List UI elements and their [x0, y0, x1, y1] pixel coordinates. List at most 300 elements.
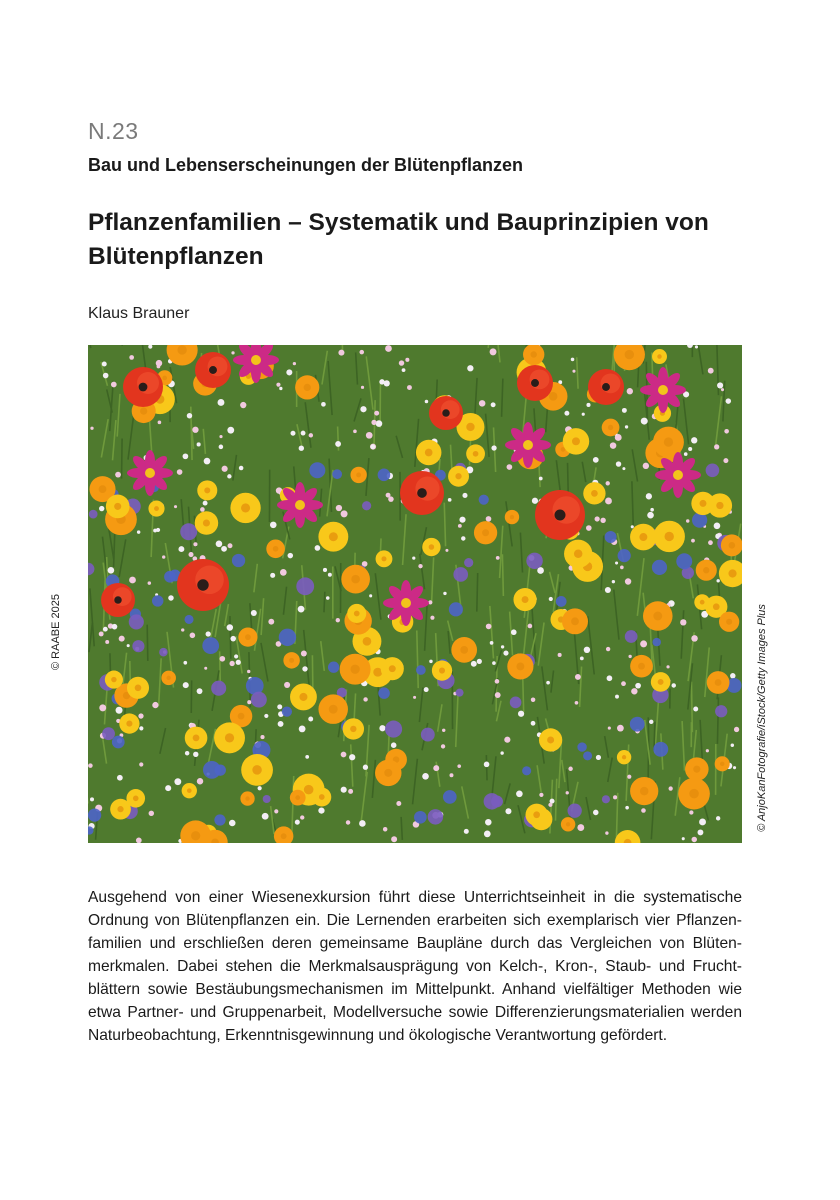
- small-blossom: [571, 358, 575, 362]
- small-blossom: [531, 721, 536, 726]
- small-blossom: [341, 752, 347, 758]
- small-blossom: [336, 618, 340, 622]
- cornflower: [577, 742, 586, 751]
- small-blossom: [580, 656, 584, 660]
- small-blossom: [221, 546, 227, 552]
- flower-center: [460, 646, 468, 654]
- small-blossom: [500, 751, 503, 754]
- grass-blade: [477, 573, 478, 612]
- flower-center: [203, 519, 210, 526]
- small-blossom: [286, 369, 292, 375]
- small-blossom: [692, 837, 697, 842]
- small-blossom: [484, 762, 490, 768]
- small-blossom: [666, 665, 669, 668]
- flower-center: [640, 787, 648, 795]
- flower-center: [295, 795, 300, 800]
- purple-flower: [211, 681, 226, 696]
- purple-flower: [251, 692, 267, 708]
- small-blossom: [276, 383, 280, 387]
- small-blossom: [227, 624, 233, 630]
- purple-flower: [526, 553, 542, 569]
- small-blossom: [346, 820, 350, 824]
- flower-center: [99, 485, 107, 493]
- small-blossom: [234, 654, 238, 658]
- small-blossom: [192, 427, 198, 433]
- flower-center: [350, 665, 359, 674]
- small-blossom: [190, 633, 196, 639]
- small-blossom: [548, 803, 552, 807]
- small-blossom: [461, 536, 465, 540]
- cornflower: [653, 742, 668, 757]
- purple-flower: [263, 795, 271, 803]
- small-blossom: [218, 399, 225, 406]
- flower-center: [622, 755, 626, 759]
- small-blossom: [586, 525, 592, 531]
- small-blossom: [627, 775, 631, 779]
- flower-center: [187, 788, 192, 793]
- small-blossom: [399, 360, 404, 365]
- small-blossom: [631, 525, 634, 528]
- small-blossom: [298, 606, 305, 613]
- small-blossom: [88, 763, 93, 768]
- flower-center: [653, 612, 662, 621]
- small-blossom: [617, 725, 624, 732]
- flower-center: [473, 451, 479, 457]
- small-blossom: [385, 345, 392, 352]
- small-blossom: [458, 524, 462, 528]
- small-blossom: [308, 717, 313, 722]
- flower-center: [363, 637, 372, 646]
- small-blossom: [105, 640, 109, 644]
- cornflower: [152, 595, 163, 606]
- small-blossom: [129, 577, 136, 584]
- cornflower: [583, 751, 592, 760]
- small-blossom: [647, 512, 654, 519]
- small-blossom: [721, 388, 724, 391]
- flower-center: [329, 705, 338, 714]
- grass-blade: [486, 755, 487, 780]
- small-blossom: [492, 661, 496, 665]
- small-blossom: [152, 702, 158, 708]
- small-blossom: [572, 370, 575, 373]
- flower-center: [572, 437, 580, 445]
- small-blossom: [341, 787, 347, 793]
- small-blossom: [680, 619, 686, 625]
- small-blossom: [268, 619, 274, 625]
- small-blossom: [625, 425, 628, 428]
- grass-blade: [324, 592, 325, 613]
- flower-center: [574, 550, 582, 558]
- small-blossom: [168, 595, 173, 600]
- flower-center: [703, 567, 709, 573]
- small-blossom: [369, 594, 372, 597]
- small-blossom: [428, 600, 432, 604]
- small-blossom: [605, 587, 611, 593]
- small-blossom: [688, 447, 692, 451]
- small-blossom: [516, 790, 523, 797]
- small-blossom: [593, 810, 599, 816]
- small-blossom: [695, 345, 698, 348]
- small-blossom: [328, 573, 332, 577]
- purple-flower: [464, 558, 473, 567]
- small-blossom: [280, 569, 287, 576]
- flower-center: [547, 736, 554, 743]
- flower-center: [425, 449, 433, 457]
- small-blossom: [90, 427, 93, 430]
- small-blossom: [477, 659, 482, 664]
- cornflower: [618, 549, 631, 562]
- small-blossom: [136, 838, 142, 843]
- cosmos-center: [673, 470, 683, 480]
- small-blossom: [103, 627, 108, 632]
- small-blossom: [459, 517, 465, 523]
- poppy-center: [602, 383, 610, 391]
- cornflower: [652, 638, 660, 646]
- small-blossom: [518, 711, 524, 717]
- grass-blade: [691, 682, 692, 733]
- small-blossom: [177, 469, 183, 475]
- flower-center: [177, 345, 186, 354]
- small-blossom: [264, 714, 268, 718]
- small-blossom: [462, 493, 467, 498]
- cornflower: [112, 736, 125, 749]
- grass-blade: [717, 697, 718, 743]
- flower-center: [665, 532, 674, 541]
- small-blossom: [178, 546, 184, 552]
- small-blossom: [99, 506, 104, 511]
- small-blossom: [586, 403, 590, 407]
- small-blossom: [689, 810, 693, 814]
- small-blossom: [691, 437, 697, 443]
- poppy-highlight: [195, 566, 224, 595]
- small-blossom: [558, 653, 562, 657]
- small-blossom: [490, 348, 497, 355]
- small-blossom: [485, 819, 491, 825]
- small-blossom: [539, 793, 543, 797]
- small-blossom: [669, 786, 673, 790]
- small-blossom: [627, 388, 633, 394]
- cornflower: [414, 811, 427, 824]
- small-blossom: [219, 435, 222, 438]
- small-blossom: [625, 578, 631, 584]
- small-blossom: [300, 815, 304, 819]
- small-blossom: [445, 549, 448, 552]
- small-blossom: [219, 445, 224, 450]
- small-blossom: [138, 713, 143, 718]
- small-blossom: [615, 562, 618, 565]
- small-blossom: [193, 542, 197, 546]
- cornflower: [605, 531, 617, 543]
- small-blossom: [127, 644, 130, 647]
- small-blossom: [511, 629, 517, 635]
- small-blossom: [539, 477, 543, 481]
- flower-center: [664, 437, 673, 446]
- flower-center: [658, 679, 664, 685]
- small-blossom: [299, 446, 304, 451]
- flower-center: [716, 502, 723, 509]
- small-blossom: [418, 564, 422, 568]
- flower-center: [225, 733, 234, 742]
- flower-center: [522, 596, 529, 603]
- small-blossom: [606, 481, 610, 485]
- purple-flower: [428, 809, 443, 824]
- small-blossom: [649, 720, 653, 724]
- small-blossom: [301, 431, 306, 436]
- small-blossom: [717, 382, 723, 388]
- purple-flower: [296, 577, 314, 595]
- small-blossom: [349, 754, 355, 760]
- flower-center: [429, 544, 435, 550]
- grass-blade: [502, 554, 503, 596]
- small-blossom: [441, 744, 445, 748]
- flower-center: [162, 376, 167, 381]
- small-blossom: [425, 400, 429, 404]
- cornflower: [202, 637, 219, 654]
- flower-center: [625, 350, 634, 359]
- small-blossom: [531, 698, 536, 703]
- small-blossom: [239, 466, 244, 471]
- cornflower: [652, 560, 667, 575]
- small-blossom: [607, 675, 613, 681]
- flower-center: [133, 796, 139, 802]
- cornflower: [88, 808, 101, 821]
- flower-center: [252, 765, 262, 775]
- small-blossom: [197, 778, 203, 784]
- small-blossom: [220, 656, 226, 662]
- small-blossom: [641, 418, 648, 425]
- small-blossom: [424, 687, 429, 692]
- abstract-paragraph: Ausgehend von einer Wiesenexkursion führt diese Unterrichtseinheit in die systematische Ordnung von Blütenpflanzen ein. Die Lernenden erarbeiten sich exemplarisch vier Pflanzenfamilien und erschließen deren gemeinsame Baupläne durch das Vergleichen von Blütenmerkmalen. Dabei stehen die Merkmalsausprägung von Kelch-, Kron-, Staub- und Fruchtblättern sowie Bestäubungsmechanismen im Mittelpunkt. Anhand vielfältiger Methoden wie etwa Partner- und Gruppenarbeit, Modellversuche sowie Differenzierungsmaterialien werden Naturbeobachtung, Erkenntnisgewinnung und ökologische Verantwortung gefördert.: [88, 889, 742, 1044]
- flower-center: [657, 354, 661, 358]
- small-blossom: [284, 682, 290, 688]
- purple-flower: [159, 648, 168, 657]
- flower-center: [700, 600, 705, 605]
- cornflower: [378, 687, 390, 699]
- small-blossom: [714, 444, 719, 449]
- small-blossom: [628, 655, 631, 658]
- small-blossom: [227, 474, 231, 478]
- poppy-highlight: [208, 357, 228, 377]
- flower-center: [689, 789, 698, 798]
- small-blossom: [216, 541, 223, 548]
- flower-center: [117, 806, 123, 812]
- flower-center: [720, 762, 725, 767]
- small-blossom: [621, 681, 626, 686]
- flower-center: [384, 769, 392, 777]
- small-blossom: [723, 458, 728, 463]
- small-blossom: [501, 645, 504, 648]
- flower-center: [350, 726, 356, 732]
- cornflower: [416, 665, 426, 675]
- small-blossom: [360, 406, 366, 412]
- copyright-notice: [46, 594, 66, 670]
- flower-center: [729, 542, 736, 549]
- cosmos-center: [658, 385, 668, 395]
- small-blossom: [323, 568, 327, 572]
- purple-flower: [706, 463, 720, 477]
- flower-center: [351, 575, 360, 584]
- small-blossom: [236, 660, 241, 665]
- small-blossom: [486, 624, 492, 630]
- small-blossom: [593, 457, 599, 463]
- small-blossom: [228, 543, 233, 548]
- small-blossom: [183, 453, 189, 459]
- grass-blade: [230, 616, 231, 659]
- small-blossom: [464, 829, 469, 834]
- flower-center: [354, 611, 360, 617]
- small-blossom: [278, 721, 284, 727]
- small-blossom: [260, 735, 264, 739]
- small-blossom: [620, 566, 624, 570]
- small-blossom: [137, 530, 140, 533]
- small-blossom: [682, 837, 685, 840]
- document-code: N.23: [88, 118, 139, 144]
- small-blossom: [479, 400, 486, 407]
- flower-center: [466, 423, 474, 431]
- copyright-text: © RAABE 2025: [50, 594, 62, 670]
- flower-center: [638, 663, 645, 670]
- small-blossom: [187, 413, 192, 418]
- flower-center: [304, 785, 314, 795]
- small-blossom: [467, 365, 473, 371]
- cornflower: [443, 790, 457, 804]
- small-blossom: [158, 421, 162, 425]
- purple-flower: [453, 567, 468, 582]
- flower-center: [289, 658, 294, 663]
- small-blossom: [504, 737, 510, 743]
- poppy-highlight: [601, 374, 621, 394]
- small-blossom: [270, 573, 275, 578]
- cornflower: [309, 462, 325, 478]
- small-blossom: [139, 726, 143, 730]
- small-blossom: [699, 819, 706, 826]
- small-blossom: [247, 700, 251, 704]
- small-blossom: [156, 528, 160, 532]
- small-blossom: [183, 682, 189, 688]
- small-blossom: [641, 808, 646, 813]
- cornflower: [556, 596, 567, 607]
- small-blossom: [185, 751, 190, 756]
- cornflower: [378, 469, 391, 482]
- small-blossom: [495, 679, 500, 684]
- small-blossom: [359, 350, 364, 355]
- small-blossom: [338, 350, 344, 356]
- cosmos-center: [295, 500, 305, 510]
- poppy-center: [417, 488, 427, 498]
- small-blossom: [575, 674, 581, 680]
- flower-center: [591, 490, 598, 497]
- small-blossom: [422, 773, 429, 780]
- small-blossom: [240, 402, 246, 408]
- small-blossom: [708, 540, 713, 545]
- small-blossom: [230, 636, 236, 642]
- small-blossom: [148, 581, 151, 584]
- flower-meadow-photo: [88, 345, 742, 843]
- flower-center: [299, 693, 307, 701]
- small-blossom: [605, 831, 608, 834]
- flower-center: [699, 500, 706, 507]
- small-blossom: [596, 755, 601, 760]
- purple-flower: [129, 614, 144, 629]
- small-blossom: [491, 402, 496, 407]
- purple-flower: [132, 640, 144, 652]
- small-blossom: [165, 785, 171, 791]
- small-blossom: [376, 420, 383, 427]
- small-blossom: [204, 667, 207, 670]
- flower-center: [728, 569, 736, 577]
- purple-flower: [491, 796, 503, 808]
- grass-blade: [147, 625, 148, 661]
- flower-center: [191, 831, 200, 840]
- small-blossom: [379, 725, 385, 731]
- small-blossom: [293, 362, 296, 365]
- image-credit: [752, 604, 772, 832]
- cornflower: [630, 717, 645, 732]
- small-blossom: [229, 820, 236, 827]
- small-blossom: [429, 660, 432, 663]
- small-blossom: [302, 666, 307, 671]
- small-blossom: [258, 786, 262, 790]
- grass-blade: [122, 439, 123, 479]
- small-blossom: [336, 505, 342, 511]
- small-blossom: [407, 385, 412, 390]
- small-blossom: [391, 836, 397, 842]
- flower-center: [381, 556, 386, 561]
- cosmos-center: [401, 598, 411, 608]
- small-blossom: [622, 408, 627, 413]
- poppy-center: [555, 510, 566, 521]
- small-blossom: [139, 762, 143, 766]
- small-blossom: [490, 641, 494, 645]
- purple-flower: [89, 510, 98, 519]
- small-blossom: [584, 647, 590, 653]
- cosmos-center: [251, 355, 261, 365]
- small-blossom: [383, 827, 387, 831]
- flower-center: [608, 425, 613, 430]
- small-blossom: [277, 704, 282, 709]
- poppy-center: [531, 379, 539, 387]
- flower-center: [114, 503, 121, 510]
- small-blossom: [374, 411, 379, 416]
- flower-center: [531, 351, 537, 357]
- small-blossom: [640, 640, 647, 647]
- flower-center: [304, 384, 311, 391]
- small-blossom: [714, 523, 721, 530]
- cornflower: [449, 602, 463, 616]
- flower-center: [693, 766, 700, 773]
- cornflower: [203, 761, 221, 779]
- small-blossom: [622, 467, 625, 470]
- flower-center: [245, 796, 249, 800]
- small-blossom: [433, 765, 439, 771]
- cornflower: [184, 615, 193, 624]
- flower-center: [356, 472, 361, 477]
- flower-center: [238, 713, 245, 720]
- purple-flower: [362, 501, 371, 510]
- cornflower: [522, 766, 531, 775]
- small-blossom: [90, 797, 94, 801]
- small-blossom: [564, 411, 569, 416]
- flower-center: [715, 679, 722, 686]
- purple-flower: [510, 697, 522, 709]
- small-blossom: [691, 539, 695, 543]
- small-blossom: [708, 368, 714, 374]
- small-blossom: [734, 727, 739, 732]
- small-blossom: [733, 766, 736, 769]
- small-blossom: [363, 765, 368, 770]
- cornflower: [282, 706, 292, 716]
- flower-center: [639, 533, 647, 541]
